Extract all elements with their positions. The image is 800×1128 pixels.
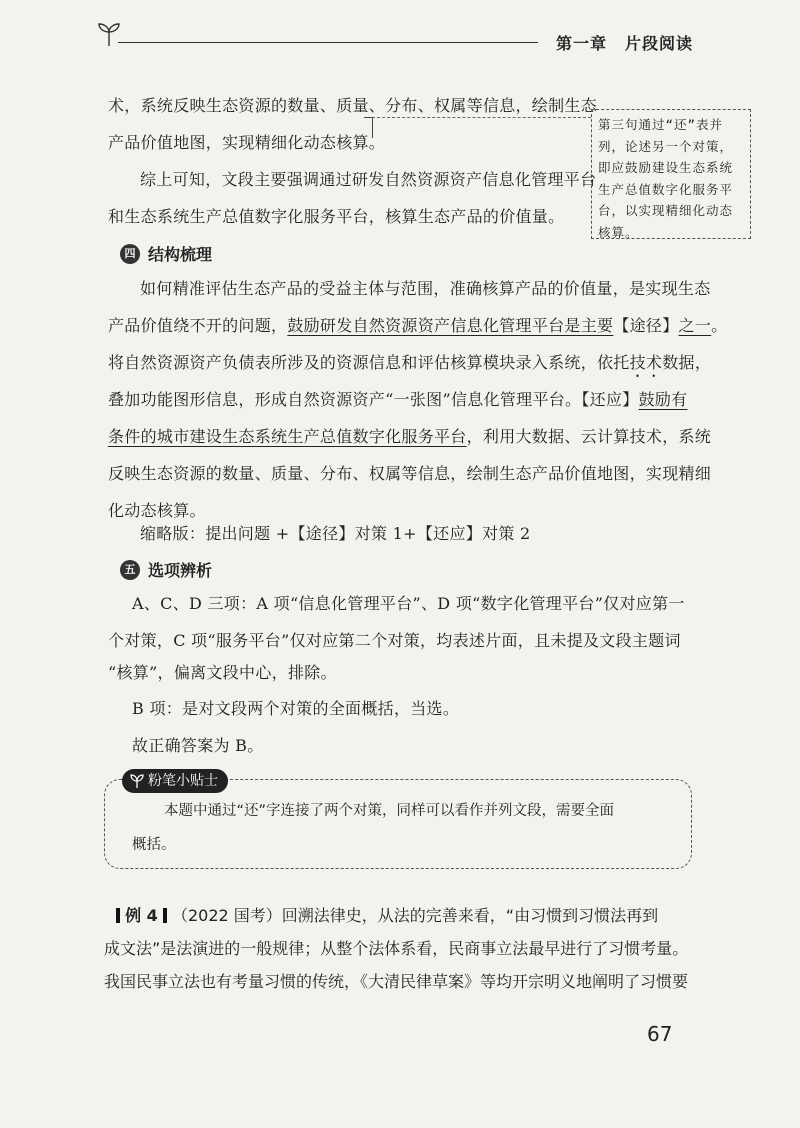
section-label: 片段阅读	[625, 34, 694, 53]
structure-line-6: 反映生态资源的数量、质量、分布、权属等信息，绘制生态产品价值地图，实现精细	[108, 464, 712, 483]
structure-line-3	[108, 344, 711, 381]
tip-label: 粉笔小贴士	[122, 769, 228, 793]
structure-line-5	[108, 418, 711, 455]
underlined-text: 之一	[678, 316, 712, 335]
side-annotation: 第三句通过“还”表并列，论述另一个对策，即应鼓励建设生态系统生产总值数字化服务平台，以实现精细化动态核算。	[591, 109, 751, 239]
structure-line-4	[108, 381, 687, 418]
chapter-label: 第一章	[556, 34, 608, 53]
header-rule	[118, 42, 538, 43]
section-number-icon: 五	[120, 560, 140, 580]
sprout-icon	[95, 20, 123, 48]
example-text: （2022 国考）回溯法律史，从法的完善来看，“由习惯到习惯法再到	[172, 906, 659, 925]
structure-line-1: 如何精准评估生态产品的受益主体与范围，准确核算产品的价值量，是实现生态	[140, 279, 711, 298]
emphasized-text: 技术	[629, 353, 663, 372]
example-marker-right	[163, 908, 167, 923]
page-number: 67	[647, 1022, 673, 1046]
answer-line: 故正确答案为 B。	[132, 736, 264, 755]
structure-text: 。	[711, 316, 728, 335]
underlined-text: 鼓励有	[638, 390, 688, 409]
summary-line-1: 综上可知，文段主要强调通过研发自然资源资产信息化管理平台	[140, 170, 597, 189]
path-marker: 【途径】	[613, 316, 679, 335]
structure-line-2	[108, 307, 727, 344]
tip-line-1: 本题中通过“还”字连接了两个对策，同样可以看作并列文段，需要全面	[164, 803, 615, 819]
leaf-icon	[129, 773, 145, 789]
running-header	[556, 31, 693, 54]
structure-line-7: 化动态核算。	[108, 501, 206, 520]
underlined-text: 鼓励研发自然资源资产信息化管理平台是主要	[287, 316, 614, 335]
example-label: 例 4	[125, 906, 158, 925]
annotation-leader-line	[372, 117, 591, 128]
structure-text: 将自然资源资产负债表所涉及的资源信息和评估核算模块录入系统，依托	[108, 353, 630, 372]
structure-text: ，利用大数据、云计算技术，系统	[466, 427, 712, 446]
example-line-2: 成文法”是法演进的一般规律；从整个法体系看，民商事立法最早进行了习惯考量。	[104, 939, 689, 958]
abbreviated-version: 缩略版：提出问题 +【途径】对策 1+【还应】对策 2	[140, 524, 531, 543]
options-line-3: “核算”，偏离文段中心，排除。	[108, 663, 337, 682]
intro-line-1: 术，系统反映生态资源的数量、质量、分布、权属等信息，绘制生态	[108, 96, 598, 115]
options-line-1: A、C、D 三项：A 项“信息化管理平台”、D 项“数字化管理平台”仅对应第一	[132, 594, 685, 613]
structure-text: 叠加功能图形信息，形成自然资源资产“一张图”信息化管理平台。【还应】	[108, 390, 639, 409]
options-heading: 选项辨析	[148, 561, 213, 580]
summary-line-2: 和生态系统生产总值数字化服务平台，核算生态产品的价值量。	[108, 207, 565, 226]
structure-text: 产品价值绕不开的问题，	[108, 316, 288, 335]
example-line-3: 我国民事立法也有考量习惯的传统，《大清民律草案》等均开宗明义地阐明了习惯要	[104, 972, 689, 991]
example-marker-left	[116, 908, 120, 923]
option-b-line: B 项：是对文段两个对策的全面概括，当选。	[132, 699, 460, 718]
section-number-icon: 四	[120, 244, 140, 264]
structure-heading: 结构梳理	[148, 245, 213, 264]
tip-line-2: 概括。	[132, 837, 176, 853]
underlined-text: 条件的城市建设生态系统生产总值数字化服务平台	[108, 427, 467, 446]
example-line-1	[116, 899, 658, 932]
structure-text: 数据，	[662, 353, 712, 372]
options-line-2: 个对策，C 项“服务平台”仅对应第二个对策，均表述片面，且未提及文段主题词	[108, 631, 681, 650]
intro-line-2: 产品价值地图，实现精细化动态核算。	[108, 133, 386, 152]
